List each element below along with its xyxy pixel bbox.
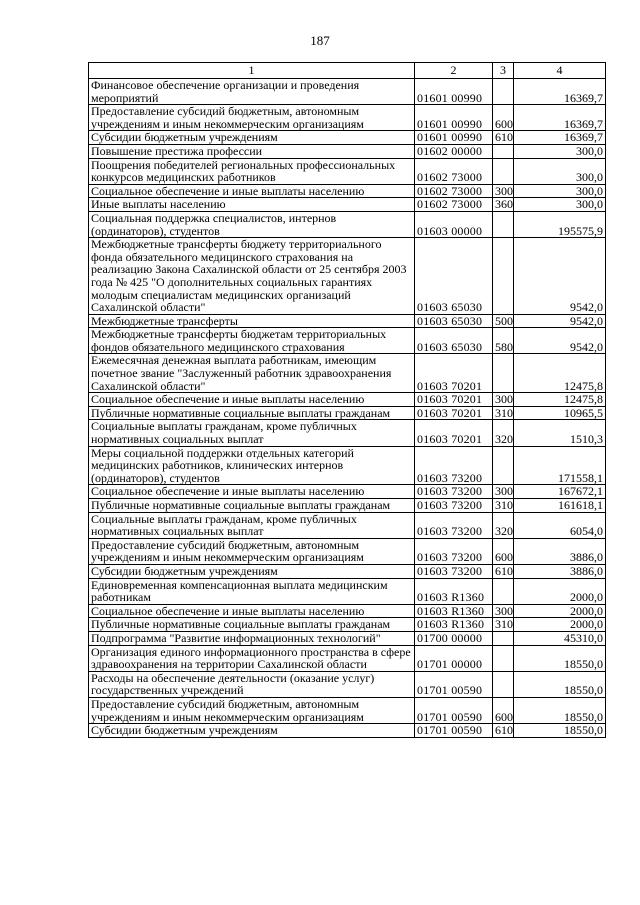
table-row: [89, 618, 606, 632]
row-amount-cell: 3886,0: [514, 538, 606, 564]
row-name-cell: Подпрограмма "Развитие информационных технологий": [89, 631, 415, 645]
row-name-cell: Социальные выплаты гражданам, кроме публичных нормативных социальных выплат: [89, 420, 415, 446]
table-row: [89, 697, 606, 723]
row-amount-cell: 2000,0: [514, 578, 606, 604]
row-vr-cell: 610: [493, 564, 514, 578]
table-row: [89, 645, 606, 671]
row-amount-cell: 18550,0: [514, 671, 606, 697]
row-vr-cell: [493, 79, 514, 105]
row-amount-cell: 6054,0: [514, 512, 606, 538]
row-name-cell: Повышение престижа профессии: [89, 144, 415, 158]
row-code-cell: 01603 73200: [415, 538, 493, 564]
row-amount-cell: 18550,0: [514, 645, 606, 671]
row-amount-cell: 16369,7: [514, 79, 606, 105]
table-row: [89, 393, 606, 407]
row-amount-cell: 300,0: [514, 158, 606, 184]
row-amount-cell: 300,0: [514, 184, 606, 198]
header-cell-code: 2: [415, 63, 493, 79]
row-amount-cell: 195575,9: [514, 211, 606, 237]
table-row: [89, 238, 606, 315]
row-vr-cell: [493, 158, 514, 184]
row-vr-cell: [493, 446, 514, 485]
row-code-cell: 01603 R1360: [415, 604, 493, 618]
table-row: [89, 538, 606, 564]
row-vr-cell: 600: [493, 105, 514, 131]
table-row: [89, 198, 606, 212]
row-code-cell: 01603 70201: [415, 393, 493, 407]
table-row: [89, 211, 606, 237]
header-cell-vr: 3: [493, 63, 514, 79]
row-name-cell: Публичные нормативные социальные выплаты гражданам: [89, 406, 415, 420]
budget-table: [88, 62, 606, 738]
row-amount-cell: 171558,1: [514, 446, 606, 485]
row-amount-cell: 45310,0: [514, 631, 606, 645]
row-code-cell: 01601 00990: [415, 105, 493, 131]
row-name-cell: Предоставление субсидий бюджетным, автономным учреждениям и иным некоммерческим организациям: [89, 697, 415, 723]
row-vr-cell: 310: [493, 499, 514, 513]
row-code-cell: 01701 00000: [415, 645, 493, 671]
table-row: [89, 420, 606, 446]
table-row: [89, 485, 606, 499]
row-vr-cell: [493, 578, 514, 604]
row-vr-cell: [493, 144, 514, 158]
row-amount-cell: 167672,1: [514, 485, 606, 499]
row-amount-cell: 9542,0: [514, 314, 606, 328]
table-row: [89, 158, 606, 184]
row-vr-cell: [493, 238, 514, 315]
row-code-cell: 01603 73200: [415, 512, 493, 538]
row-code-cell: 01701 00590: [415, 697, 493, 723]
table-row: [89, 131, 606, 145]
row-name-cell: Организация единого информационного пространства в сфере здравоохранения на территории Сахалинской области: [89, 645, 415, 671]
table-row: [89, 512, 606, 538]
row-vr-cell: 600: [493, 538, 514, 564]
row-vr-cell: 600: [493, 697, 514, 723]
row-code-cell: 01603 70201: [415, 420, 493, 446]
row-name-cell: Межбюджетные трансферты бюджету территориального фонда обязательного медицинского страхования на реализацию Закона Сахалинской области от 25 сентября 2003 года № 425 "О дополнительных социальных гарантиях молодым специалистам медицинских организаций Сахалинской области": [89, 238, 415, 315]
row-code-cell: 01602 73000: [415, 158, 493, 184]
row-amount-cell: 2000,0: [514, 604, 606, 618]
table-row: [89, 105, 606, 131]
row-code-cell: 01601 00990: [415, 131, 493, 145]
row-name-cell: Иные выплаты населению: [89, 198, 415, 212]
table-row: [89, 144, 606, 158]
row-code-cell: 01603 73200: [415, 564, 493, 578]
row-code-cell: 01603 65030: [415, 314, 493, 328]
row-code-cell: 01603 70201: [415, 406, 493, 420]
row-name-cell: Социальное обеспечение и иные выплаты населению: [89, 485, 415, 499]
row-name-cell: Ежемесячная денежная выплата работникам, имеющим почетное звание "Заслуженный работник здравоохранения Сахалинской области": [89, 354, 415, 393]
row-name-cell: Субсидии бюджетным учреждениям: [89, 131, 415, 145]
row-name-cell: Финансовое обеспечение организации и проведения мероприятий: [89, 79, 415, 105]
row-name-cell: Публичные нормативные социальные выплаты гражданам: [89, 499, 415, 513]
row-code-cell: 01602 73000: [415, 184, 493, 198]
row-vr-cell: 300: [493, 485, 514, 499]
row-vr-cell: 610: [493, 724, 514, 738]
row-name-cell: Социальное обеспечение и иные выплаты населению: [89, 393, 415, 407]
row-vr-cell: 300: [493, 184, 514, 198]
row-vr-cell: 310: [493, 406, 514, 420]
table-row: [89, 184, 606, 198]
row-vr-cell: 310: [493, 618, 514, 632]
row-code-cell: 01700 00000: [415, 631, 493, 645]
table-row: [89, 314, 606, 328]
row-code-cell: 01603 00000: [415, 211, 493, 237]
row-name-cell: Единовременная компенсационная выплата медицинским работникам: [89, 578, 415, 604]
row-name-cell: Меры социальной поддержки отдельных категорий медицинских работников, клинических интернов (ординаторов), студентов: [89, 446, 415, 485]
row-code-cell: 01603 73200: [415, 499, 493, 513]
row-vr-cell: [493, 211, 514, 237]
row-name-cell: Поощрения победителей региональных профессиональных конкурсов медицинских работников: [89, 158, 415, 184]
row-name-cell: Социальные выплаты гражданам, кроме публичных нормативных социальных выплат: [89, 512, 415, 538]
table-row: [89, 631, 606, 645]
table-row: [89, 578, 606, 604]
row-vr-cell: 360: [493, 198, 514, 212]
row-amount-cell: 18550,0: [514, 724, 606, 738]
header-cell-amount: 4: [514, 63, 606, 79]
row-code-cell: 01701 00590: [415, 724, 493, 738]
header-row: [89, 63, 606, 79]
row-code-cell: 01701 00590: [415, 671, 493, 697]
table-row: [89, 406, 606, 420]
row-amount-cell: 18550,0: [514, 697, 606, 723]
row-amount-cell: 9542,0: [514, 328, 606, 354]
table-row: [89, 328, 606, 354]
row-vr-cell: 320: [493, 420, 514, 446]
row-code-cell: 01603 R1360: [415, 618, 493, 632]
row-vr-cell: 500: [493, 314, 514, 328]
row-code-cell: 01603 R1360: [415, 578, 493, 604]
row-amount-cell: 9542,0: [514, 238, 606, 315]
row-vr-cell: 300: [493, 393, 514, 407]
row-code-cell: 01603 73200: [415, 446, 493, 485]
header-cell-name: 1: [89, 63, 415, 79]
row-amount-cell: 12475,8: [514, 354, 606, 393]
row-code-cell: 01603 65030: [415, 328, 493, 354]
row-amount-cell: 2000,0: [514, 618, 606, 632]
row-amount-cell: 300,0: [514, 198, 606, 212]
row-amount-cell: 16369,7: [514, 105, 606, 131]
row-vr-cell: 320: [493, 512, 514, 538]
row-name-cell: Межбюджетные трансферты бюджетам территориальных фондов обязательного медицинского страхования: [89, 328, 415, 354]
row-name-cell: Социальное обеспечение и иные выплаты населению: [89, 184, 415, 198]
row-amount-cell: 3886,0: [514, 564, 606, 578]
row-vr-cell: [493, 645, 514, 671]
row-name-cell: Субсидии бюджетным учреждениям: [89, 724, 415, 738]
table-row: [89, 79, 606, 105]
row-name-cell: Субсидии бюджетным учреждениям: [89, 564, 415, 578]
row-name-cell: Социальное обеспечение и иные выплаты населению: [89, 604, 415, 618]
row-code-cell: 01603 65030: [415, 238, 493, 315]
table-row: [89, 354, 606, 393]
row-code-cell: 01601 00990: [415, 79, 493, 105]
row-amount-cell: 16369,7: [514, 131, 606, 145]
row-code-cell: 01602 73000: [415, 198, 493, 212]
row-name-cell: Межбюджетные трансферты: [89, 314, 415, 328]
row-amount-cell: 161618,1: [514, 499, 606, 513]
table-row: [89, 564, 606, 578]
row-vr-cell: [493, 671, 514, 697]
table-row: [89, 671, 606, 697]
row-amount-cell: 12475,8: [514, 393, 606, 407]
row-name-cell: Расходы на обеспечение деятельности (оказание услуг) государственных учреждений: [89, 671, 415, 697]
table-row: [89, 499, 606, 513]
table-row: [89, 446, 606, 485]
row-code-cell: 01602 00000: [415, 144, 493, 158]
row-vr-cell: [493, 354, 514, 393]
row-vr-cell: 610: [493, 131, 514, 145]
row-name-cell: Предоставление субсидий бюджетным, автономным учреждениям и иным некоммерческим организациям: [89, 105, 415, 131]
row-amount-cell: 10965,5: [514, 406, 606, 420]
row-name-cell: Социальная поддержка специалистов, интернов (ординаторов), студентов: [89, 211, 415, 237]
table-row: [89, 604, 606, 618]
page-number: 187: [310, 33, 330, 48]
row-name-cell: Предоставление субсидий бюджетным, автономным учреждениям и иным некоммерческим организациям: [89, 538, 415, 564]
row-amount-cell: 1510,3: [514, 420, 606, 446]
row-code-cell: 01603 73200: [415, 485, 493, 499]
row-name-cell: Публичные нормативные социальные выплаты гражданам: [89, 618, 415, 632]
row-vr-cell: [493, 631, 514, 645]
table-row: [89, 724, 606, 738]
row-amount-cell: 300,0: [514, 144, 606, 158]
row-vr-cell: 300: [493, 604, 514, 618]
row-code-cell: 01603 70201: [415, 354, 493, 393]
row-vr-cell: 580: [493, 328, 514, 354]
